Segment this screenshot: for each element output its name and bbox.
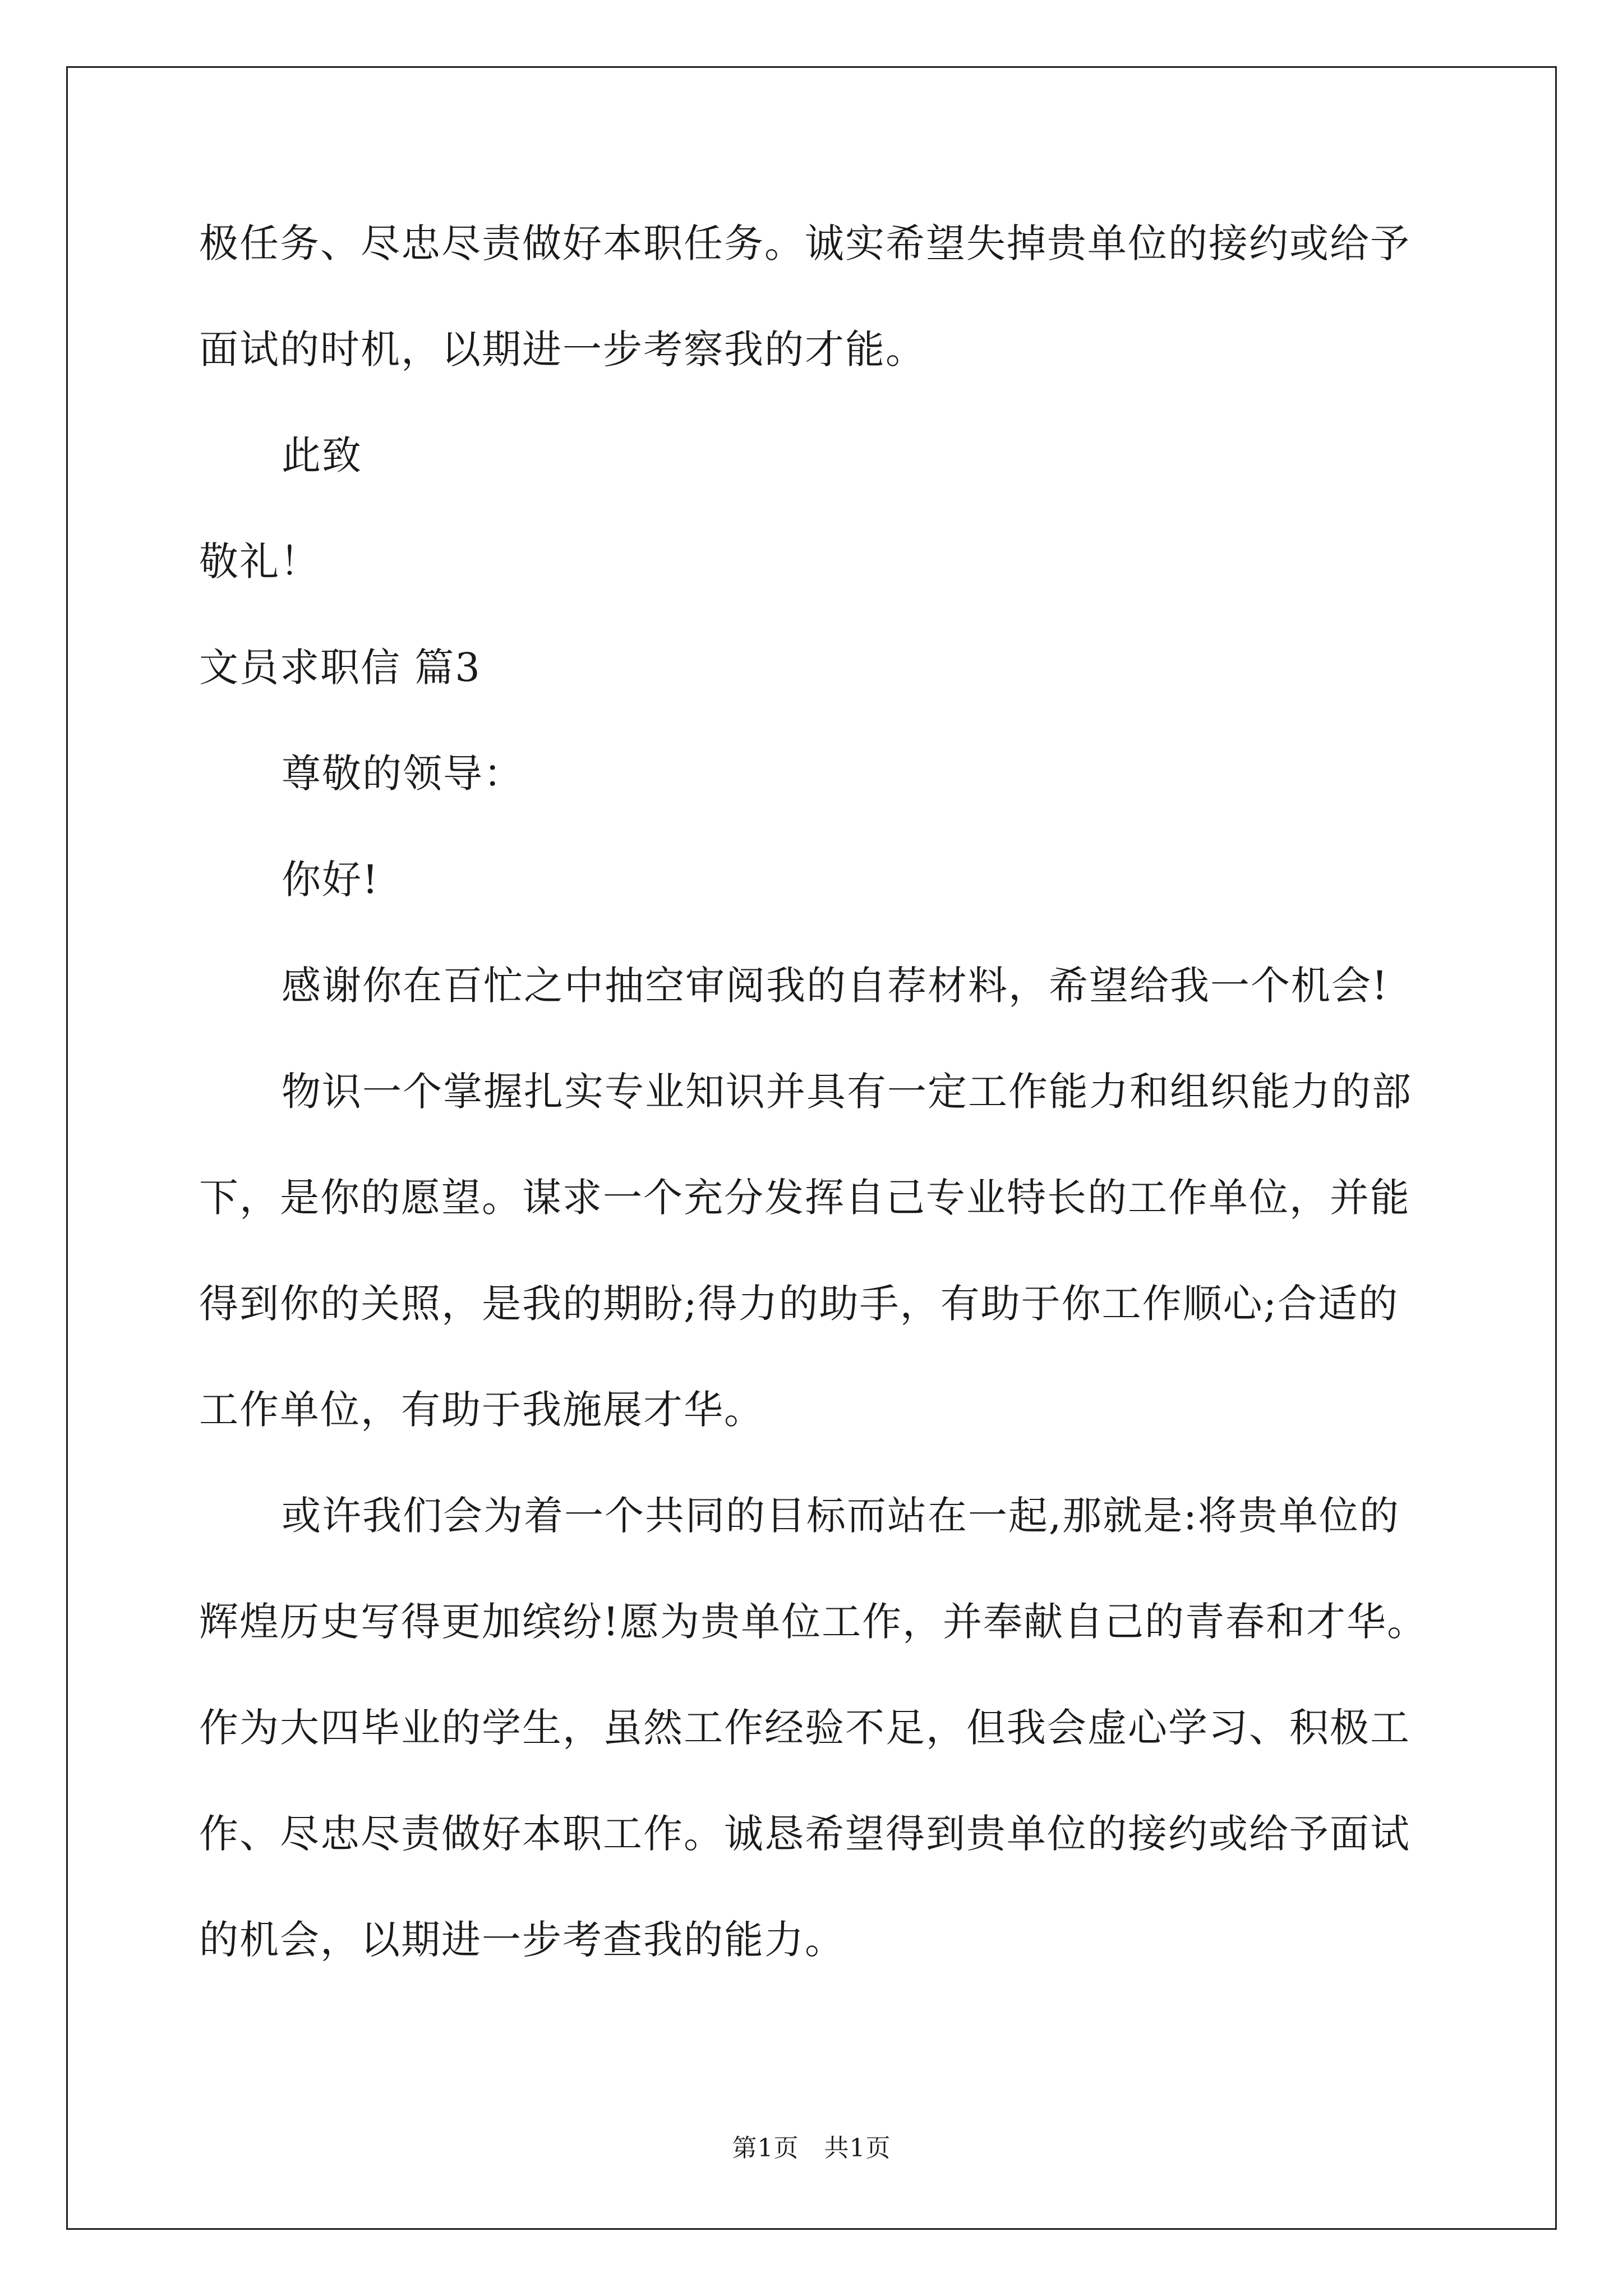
text-line: 作、尽忠尽责做好本职工作。诚恳希望得到贵单位的接约或给予面试 [199,1811,1410,1857]
text-line: 物识一个掌握扎实专业知识并具有一定工作能力和组织能力的部 [282,1069,1412,1115]
text-line: 下，是你的愿望。谋求一个充分发挥自己专业特长的工作单位，并能 [199,1175,1410,1221]
section-heading: 文员求职信 篇3 [199,645,481,691]
text-line: 工作单位，有助于我施展才华。 [199,1387,764,1433]
closing-salutation: 此致 [282,432,362,478]
text-line: 作为大四毕业的学生，虽然工作经验不足，但我会虚心学习、积极工 [199,1705,1410,1751]
text-line: 极任务、尽忠尽责做好本职任务。诚实希望失掉贵单位的接约或给予 [199,220,1410,266]
greeting-recipient: 尊敬的领导： [282,751,524,797]
document-body [199,191,1444,1993]
text-line: 的机会，以期进一步考查我的能力。 [199,1917,845,1963]
closing-regards: 敬礼！ [199,539,320,585]
text-line: 或许我们会为着一个共同的目标而站在一起,那就是:将贵单位的 [282,1493,1400,1539]
text-line: 辉煌历史写得更加缤纷!愿为贵单位工作，并奉献自己的青春和才华。 [199,1599,1428,1645]
page-number-footer: 第1页 共1页 [732,2134,891,2162]
text-line: 面试的时机，以期进一步考察我的才能。 [199,326,926,372]
text-line: 感谢你在百忙之中抽空审阅我的自荐材料，希望给我一个机会! [282,963,1389,1009]
greeting-hello: 你好! [282,857,380,903]
text-line: 得到你的关照，是我的期盼;得力的助手，有助于你工作顺心;合适的 [199,1281,1399,1327]
